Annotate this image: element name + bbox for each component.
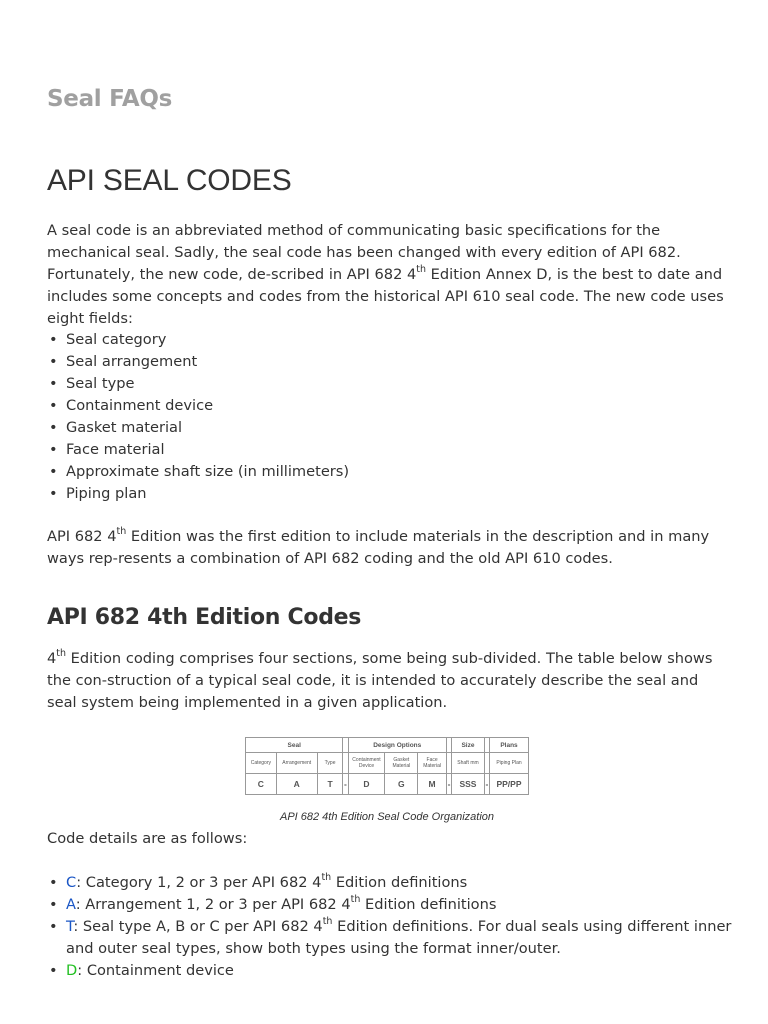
detail-text: Category 1, 2 or 3 per API 682 4 bbox=[85, 874, 322, 891]
seal-code-fields-list bbox=[47, 329, 744, 505]
code-link-a[interactable]: A bbox=[66, 896, 76, 913]
detail-text: Edition definitions bbox=[360, 896, 497, 913]
code-separator: : bbox=[77, 962, 87, 979]
code-link-d[interactable]: D bbox=[66, 962, 78, 979]
value-pp: PP/PP bbox=[489, 774, 528, 795]
list-item: • Face material bbox=[66, 439, 744, 461]
seal-code-table bbox=[245, 737, 529, 795]
edition-text-2: Edition was the first edition to include materials in the description and in many ways rep-resents a combination of API 682 coding and the old API 610 codes. bbox=[47, 528, 710, 567]
sub-gasket: Gasket Material bbox=[385, 753, 418, 774]
seal-code-organization-image bbox=[245, 737, 529, 793]
detail-text: Seal type A, B or C per API 682 4 bbox=[82, 918, 323, 935]
value-dash: - bbox=[446, 774, 451, 795]
intro-text-2: Edition Annex D, is the best to date and includes some concepts and codes from the historical API 610 seal code. The new code uses eight fields: bbox=[47, 266, 724, 327]
intro-sup: th bbox=[416, 264, 427, 276]
seal-code-figure bbox=[47, 737, 727, 823]
detail-text: Containment device bbox=[86, 962, 234, 979]
list-item: • Gasket material bbox=[66, 417, 744, 439]
details-intro: Code details are as follows: bbox=[47, 830, 248, 847]
coding-text-2: Edition coding comprises four sections, some being sub-divided. The table below shows the con-struction of a typical seal code, it is intended to accurately describe the seal and seal system being implemented in a given application. bbox=[47, 650, 713, 711]
value-t: T bbox=[317, 774, 343, 795]
value-dash: - bbox=[484, 774, 489, 795]
list-item bbox=[66, 960, 744, 982]
value-sss: SSS bbox=[452, 774, 485, 795]
edition-sup: th bbox=[116, 526, 127, 538]
detail-text: Edition definitions bbox=[331, 874, 468, 891]
code-details-list bbox=[47, 872, 744, 982]
value-a: A bbox=[276, 774, 317, 795]
detail-sup: th bbox=[321, 872, 332, 884]
list-item bbox=[66, 872, 744, 894]
group-seal: Seal bbox=[246, 738, 343, 753]
list-item bbox=[66, 894, 744, 916]
code-separator: : bbox=[75, 896, 86, 913]
code-link-t[interactable]: T bbox=[66, 918, 74, 935]
section-heading: API 682 4th Edition Codes bbox=[47, 605, 362, 630]
sub-category: Category bbox=[246, 753, 277, 774]
value-g: G bbox=[385, 774, 418, 795]
list-item bbox=[66, 916, 744, 960]
code-separator: : bbox=[73, 918, 83, 935]
list-item: • Piping plan bbox=[66, 483, 744, 505]
group-plans: Plans bbox=[489, 738, 528, 753]
edition-text-1: API 682 4 bbox=[47, 528, 117, 545]
sub-piping: Piping Plan bbox=[489, 753, 528, 774]
coding-text-1: 4 bbox=[47, 650, 57, 667]
site-title[interactable]: Seal FAQs bbox=[47, 86, 172, 112]
intro-text-1: A seal code is an abbreviated method of communicating basic specifications for the mechanical seal. Sadly, the seal code has been changed with every edition of API 682. Fortunately, the new code, de-scribed in API 682 4 bbox=[47, 222, 681, 283]
page-title: API SEAL CODES bbox=[47, 164, 292, 197]
group-size: Size bbox=[452, 738, 485, 753]
list-item: • Seal category bbox=[66, 329, 744, 351]
sub-arrangement: Arrangement bbox=[276, 753, 317, 774]
edition-paragraph bbox=[47, 526, 725, 570]
list-item: • Containment device bbox=[66, 395, 744, 417]
value-d: D bbox=[348, 774, 385, 795]
sub-shaft: Shaft mm bbox=[452, 753, 485, 774]
group-design-options: Design Options bbox=[348, 738, 446, 753]
coding-paragraph bbox=[47, 648, 725, 714]
intro-paragraph bbox=[47, 220, 725, 330]
sub-type: Type bbox=[317, 753, 343, 774]
list-item: • Approximate shaft size (in millimeters) bbox=[66, 461, 744, 483]
detail-text: Arrangement 1, 2 or 3 per API 682 4 bbox=[85, 896, 351, 913]
list-item: • Seal arrangement bbox=[66, 351, 744, 373]
value-m: M bbox=[418, 774, 447, 795]
list-item: • Seal type bbox=[66, 373, 744, 395]
figure-caption: API 682 4th Edition Seal Code Organization bbox=[279, 811, 495, 823]
code-link-c[interactable]: C bbox=[66, 874, 77, 891]
value-dash: - bbox=[343, 774, 348, 795]
value-c: C bbox=[246, 774, 277, 795]
detail-text: Edition definitions. For dual seals using different inner and outer seal types, show both types using the format inner/outer. bbox=[66, 918, 732, 957]
sub-containment: Containment Device bbox=[348, 753, 385, 774]
detail-sup: th bbox=[350, 894, 361, 906]
detail-sup: th bbox=[322, 916, 333, 928]
sub-face: Face Material bbox=[418, 753, 447, 774]
coding-sup: th bbox=[56, 648, 67, 660]
code-separator: : bbox=[76, 874, 86, 891]
